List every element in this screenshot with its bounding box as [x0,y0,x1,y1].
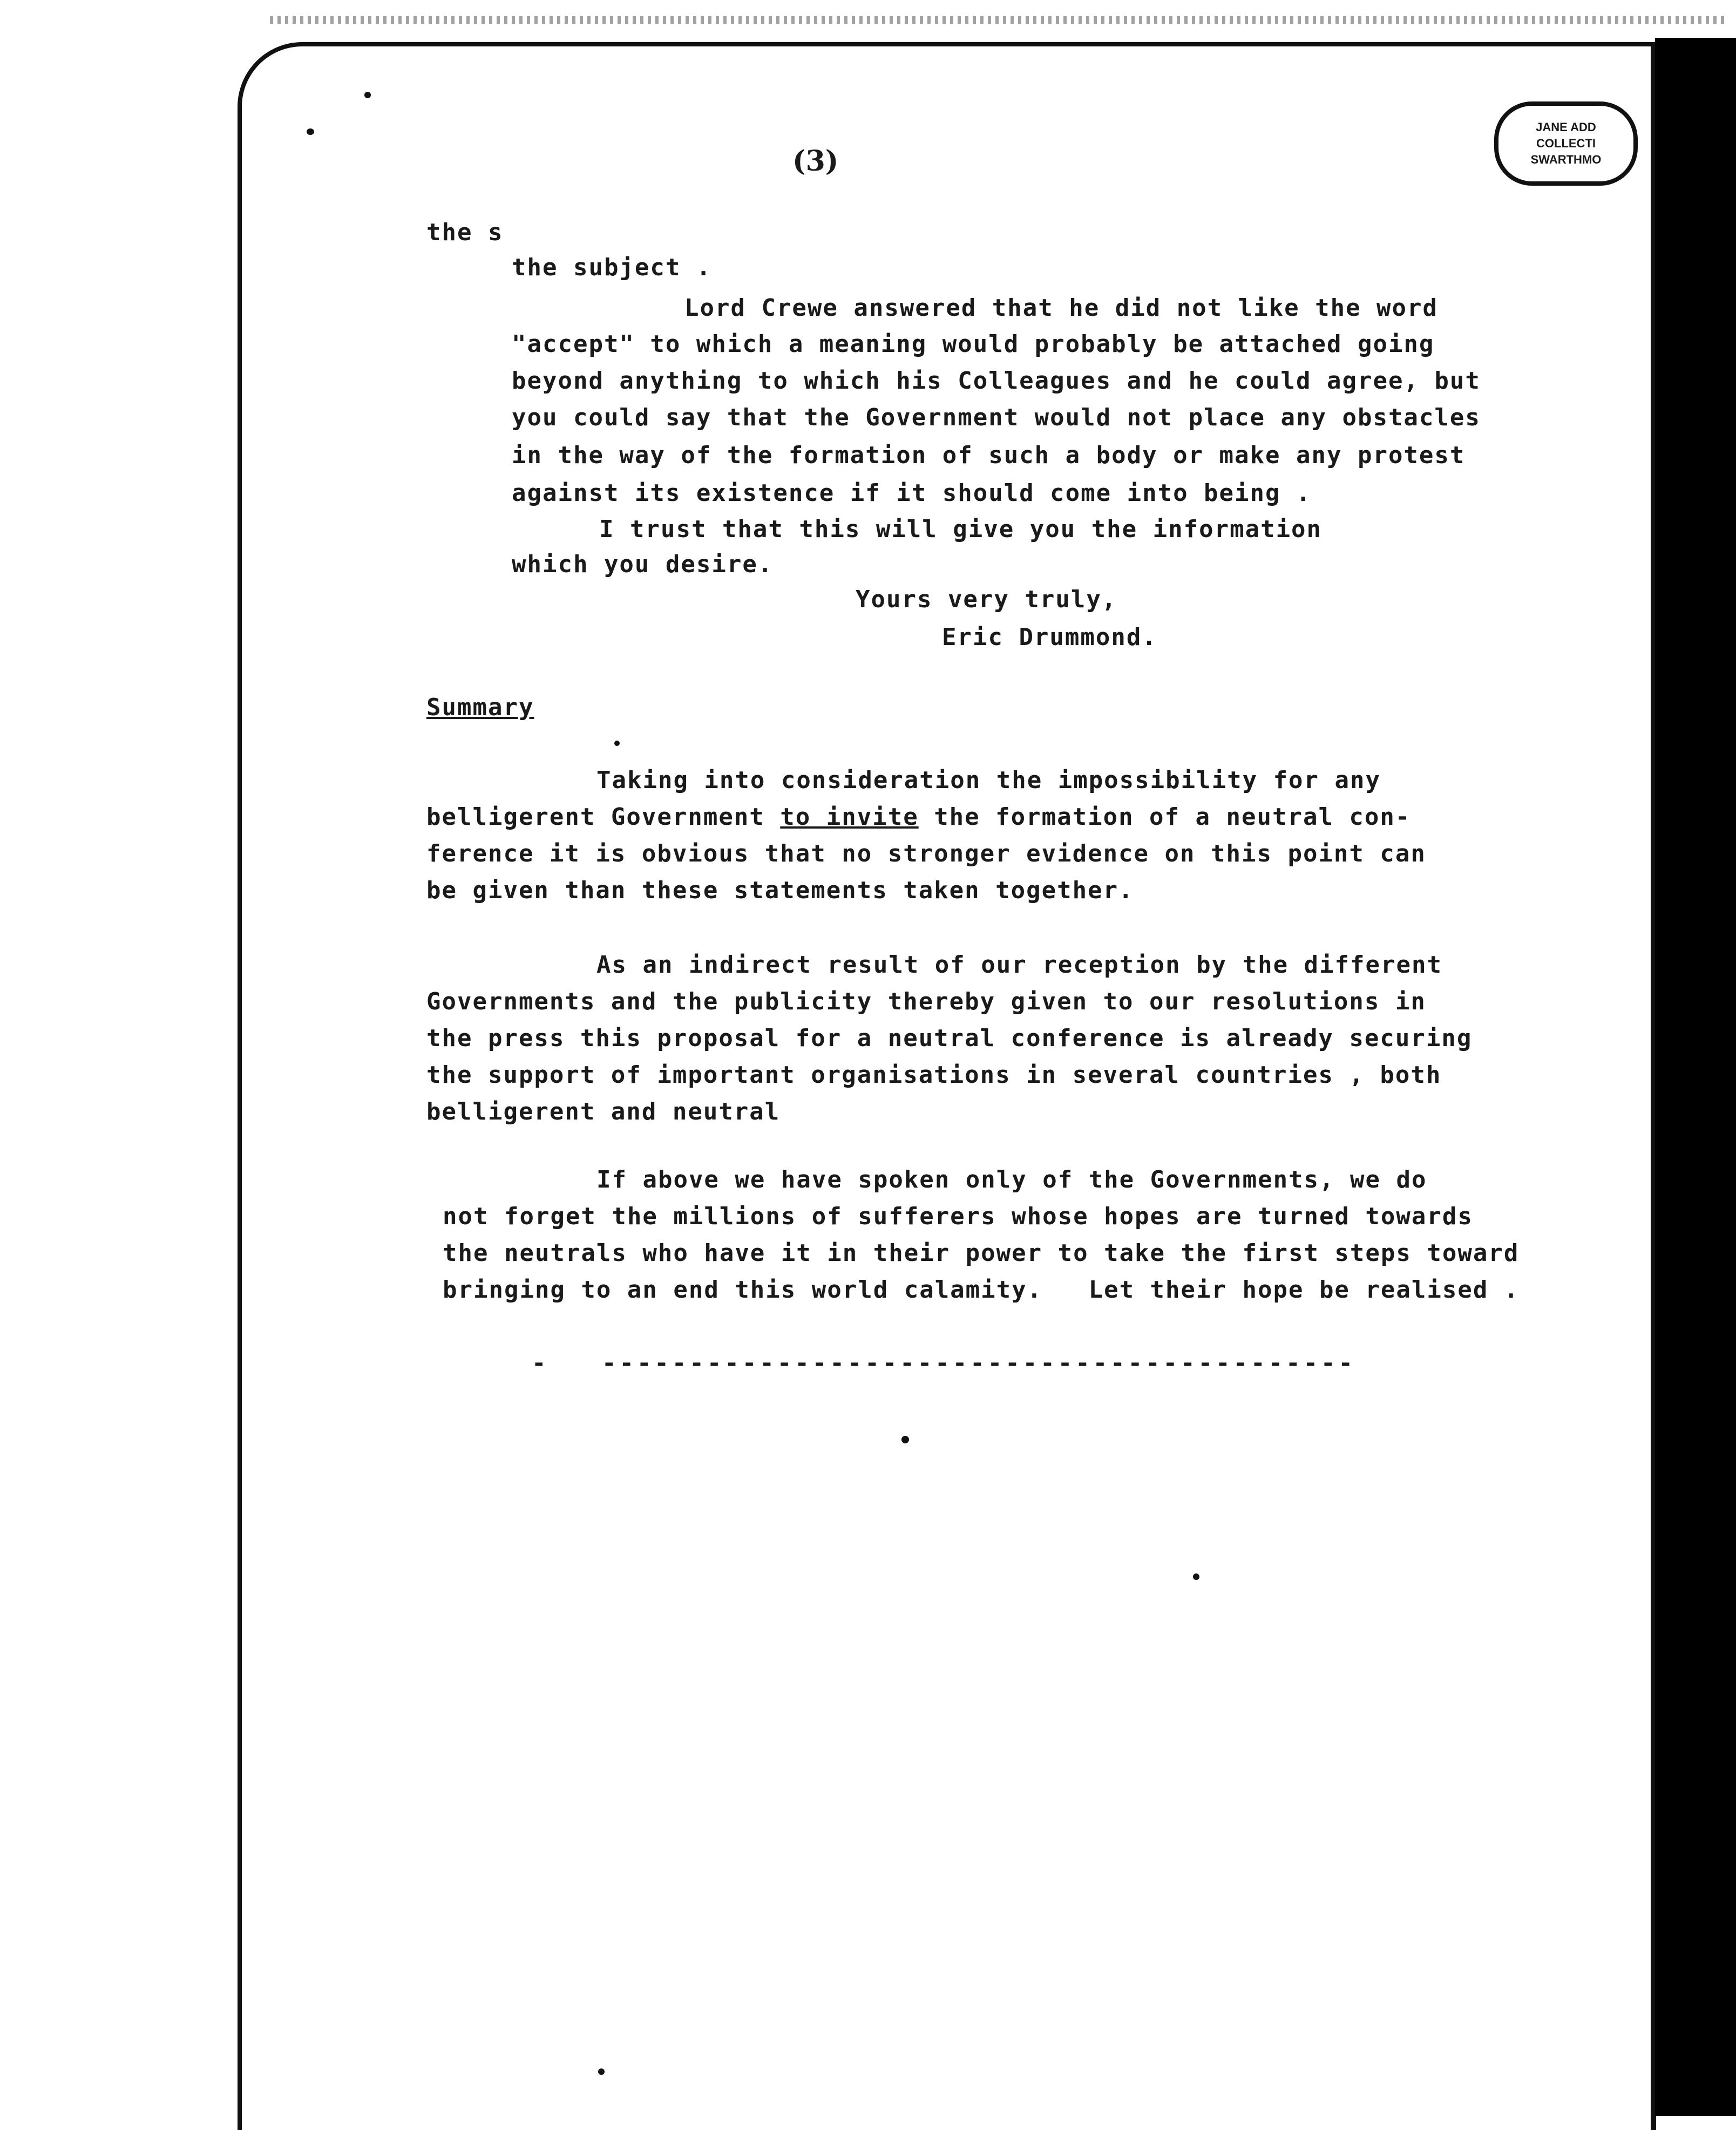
scan-speck [901,1436,909,1443]
summary-para3-line: bringing to an end this world calamity. Let their hope be realised . [443,1276,1520,1304]
letter-line: Lord Crewe answered that he did not like the word [684,294,1439,322]
collection-stamp [1494,101,1638,186]
letter-closing: Yours very truly, [856,586,1117,613]
summary-para1-line [426,803,1410,831]
letter-line: you could say that the Government would not place any obstacles [512,404,1481,431]
stamp-line-2: COLLECTI [1536,137,1596,150]
scan-top-edge [0,0,1736,32]
scan-right-edge [1655,38,1736,2116]
letter-line: the subject . [512,254,712,281]
scan-speck [307,128,314,135]
letter-line: in the way of the formation of such a body or make any protest [512,442,1466,469]
summary-para2-line: As an indirect result of our reception by the different [596,951,1442,979]
underlined-phrase: to invite [780,803,919,831]
letter-line: which you desire. [512,551,774,578]
summary-heading: Summary [426,694,534,721]
para1-text: belligerent Government [426,803,781,831]
scan-speck [1193,1573,1199,1580]
scan-speck [598,2068,605,2075]
letter-signature: Eric Drummond. [942,623,1157,651]
letter-line: I trust that this will give you the information [599,515,1323,543]
letter-line: against its existence if it should come into being . [512,479,1312,507]
summary-para3-line: If above we have spoken only of the Governments, we do [596,1166,1427,1193]
summary-para1-line: Taking into consideration the impossibility for any [596,766,1381,794]
summary-para2-line: belligerent and neutral [426,1098,781,1125]
scan-speck [614,741,620,746]
stamp-line-1: JANE ADD [1536,120,1596,134]
letter-line: "accept" to which a meaning would probably be attached going [512,330,1435,358]
para1-text: the formation of a neutral con- [918,803,1411,831]
summary-para3-line: not forget the millions of sufferers whose hopes are turned towards [443,1203,1473,1230]
divider-line: - ------------------------------------------- [532,1349,1357,1377]
summary-para1-line: ference it is obvious that no stronger evidence on this point can [426,840,1426,867]
letter-line: beyond anything to which his Colleagues and he could agree, but [512,367,1481,395]
summary-para2-line: the support of important organisations in several countries , both [426,1061,1442,1089]
stamp-line-3: SWARTHMO [1530,153,1602,166]
summary-para2-line: Governments and the publicity thereby given to our resolutions in [426,988,1426,1015]
summary-para2-line: the press this proposal for a neutral conference is already securing [426,1025,1473,1052]
summary-para3-line: the neutrals who have it in their power to take the first steps toward [443,1239,1520,1267]
summary-para1-line: be given than these statements taken together. [426,877,1134,904]
scan-speck [364,92,371,98]
page-number: (3) [792,145,839,178]
letter-line: the s [426,219,504,246]
